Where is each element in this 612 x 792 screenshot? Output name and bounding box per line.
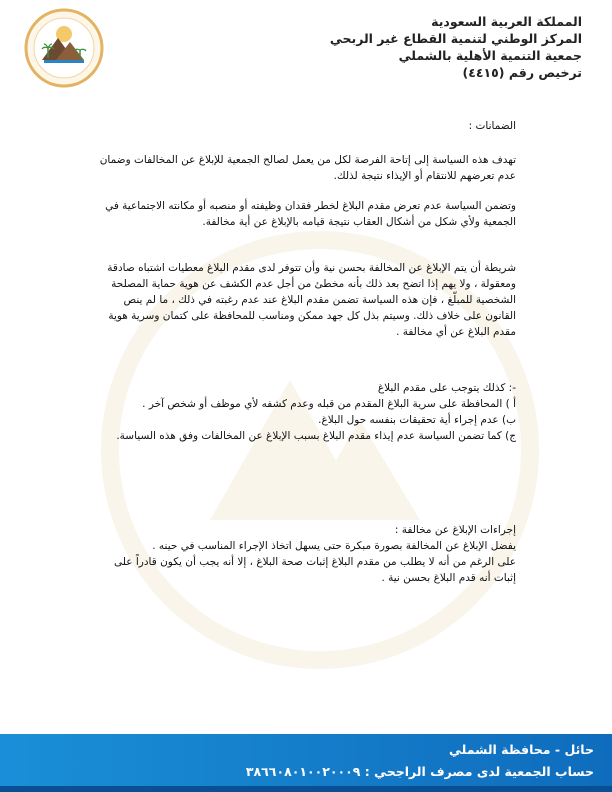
footer-location: حائل - محافظة الشملي — [448, 742, 594, 757]
procedures-text-1: يفضل الإبلاغ عن المخالفة بصورة مبكرة حتى يسهل اتخاذ الإجراء المناسب في حينه . — [152, 540, 516, 552]
footer-banner — [0, 734, 612, 792]
letterhead-country: المملكة العربية السعودية — [431, 14, 582, 29]
obligations-intro: -: كذلك يتوجب على مقدم البلاغ — [377, 382, 516, 394]
footer-stripe — [0, 786, 612, 792]
obligation-b: ب) عدم إجراء أية تحقيقات بنفسه حول البلاغ. — [318, 414, 516, 426]
letterhead-license: ترخيص رقم (٤٤١٥) — [462, 65, 582, 80]
footer-bank-account: حساب الجمعية لدى مصرف الراجحي : ٣٨٦٦٠٨٠١٠٠٢٠٠٠٩ — [245, 764, 594, 779]
paragraph-2 — [96, 198, 516, 230]
letterhead-association: جمعية التنمية الأهلية بالشملي — [398, 48, 582, 63]
paragraph-1-text: تهدف هذه السياسة إلى إتاحة الفرصة لكل من يعمل لصالح الجمعية للإبلاغ عن المخالفات وضمان عدم تعرضهم للانتقام أو الإيذاء نتيجة لذلك. — [99, 154, 516, 182]
paragraph-1 — [96, 152, 516, 184]
letterhead-center: المركز الوطني لتنمية القطاع غير الربحي — [329, 31, 582, 46]
paragraph-3 — [96, 260, 516, 340]
obligation-a: أ ) المحافظة على سرية البلاغ المقدم من قبله وعدم كشفه لأي موظف أو شخص آخر . — [142, 398, 516, 410]
procedures-text-2: على الرغم من أنه لا يطلب من مقدم البلاغ إثبات صحة البلاغ ، إلا أنه يجب أن يكون قادراً على إثبات أنه قدم البلاغ بحسن نية . — [114, 556, 516, 584]
association-logo — [24, 8, 104, 88]
paragraph-2-text: وتضمن السياسة عدم تعرض مقدم البلاغ لخطر فقدان وظيفته أو منصبه أو مكانته الاجتماعية في الجمعية ولأي شكل من أشكال العقاب نتيجة قيامه بالإبلاغ عن أية مخالفة. — [105, 200, 516, 228]
procedures-heading: إجراءات الإبلاغ عن مخالفة : — [394, 524, 516, 536]
letterhead — [282, 14, 582, 80]
reporting-procedures — [96, 522, 516, 586]
guarantees-heading: الضمانات : — [468, 120, 516, 132]
section-heading-guarantees — [96, 118, 516, 134]
obligation-c: ج) كما تضمن السياسة عدم إيذاء مقدم البلاغ بسبب الإبلاغ عن المخالفات وفق هذه السياسة. — [116, 430, 516, 442]
paragraph-3-text: شريطة أن يتم الإبلاغ عن المخالفة بحسن نية وأن تتوفر لدى مقدم البلاغ معطيات اشتباه صادقة ومعقولة ، ولا يهم إذا اتضح بعد ذلك بأنه مخطئ من أجل عدم الكشف عن هوية حماية المصلحة الشخصية للمبلّغ ، فإن هذه السياسة تضمن مقدم البلاغ عند عدم رغبته في ذلك ، ما لم ينص القانون على خلاف ذلك. وسيتم بذل كل جهد ممكن ومناسب للمحافظة على كتمان وسرية هوية مقدم البلاغ عن أي مخالفة . — [107, 262, 516, 338]
obligations-list — [96, 380, 516, 444]
